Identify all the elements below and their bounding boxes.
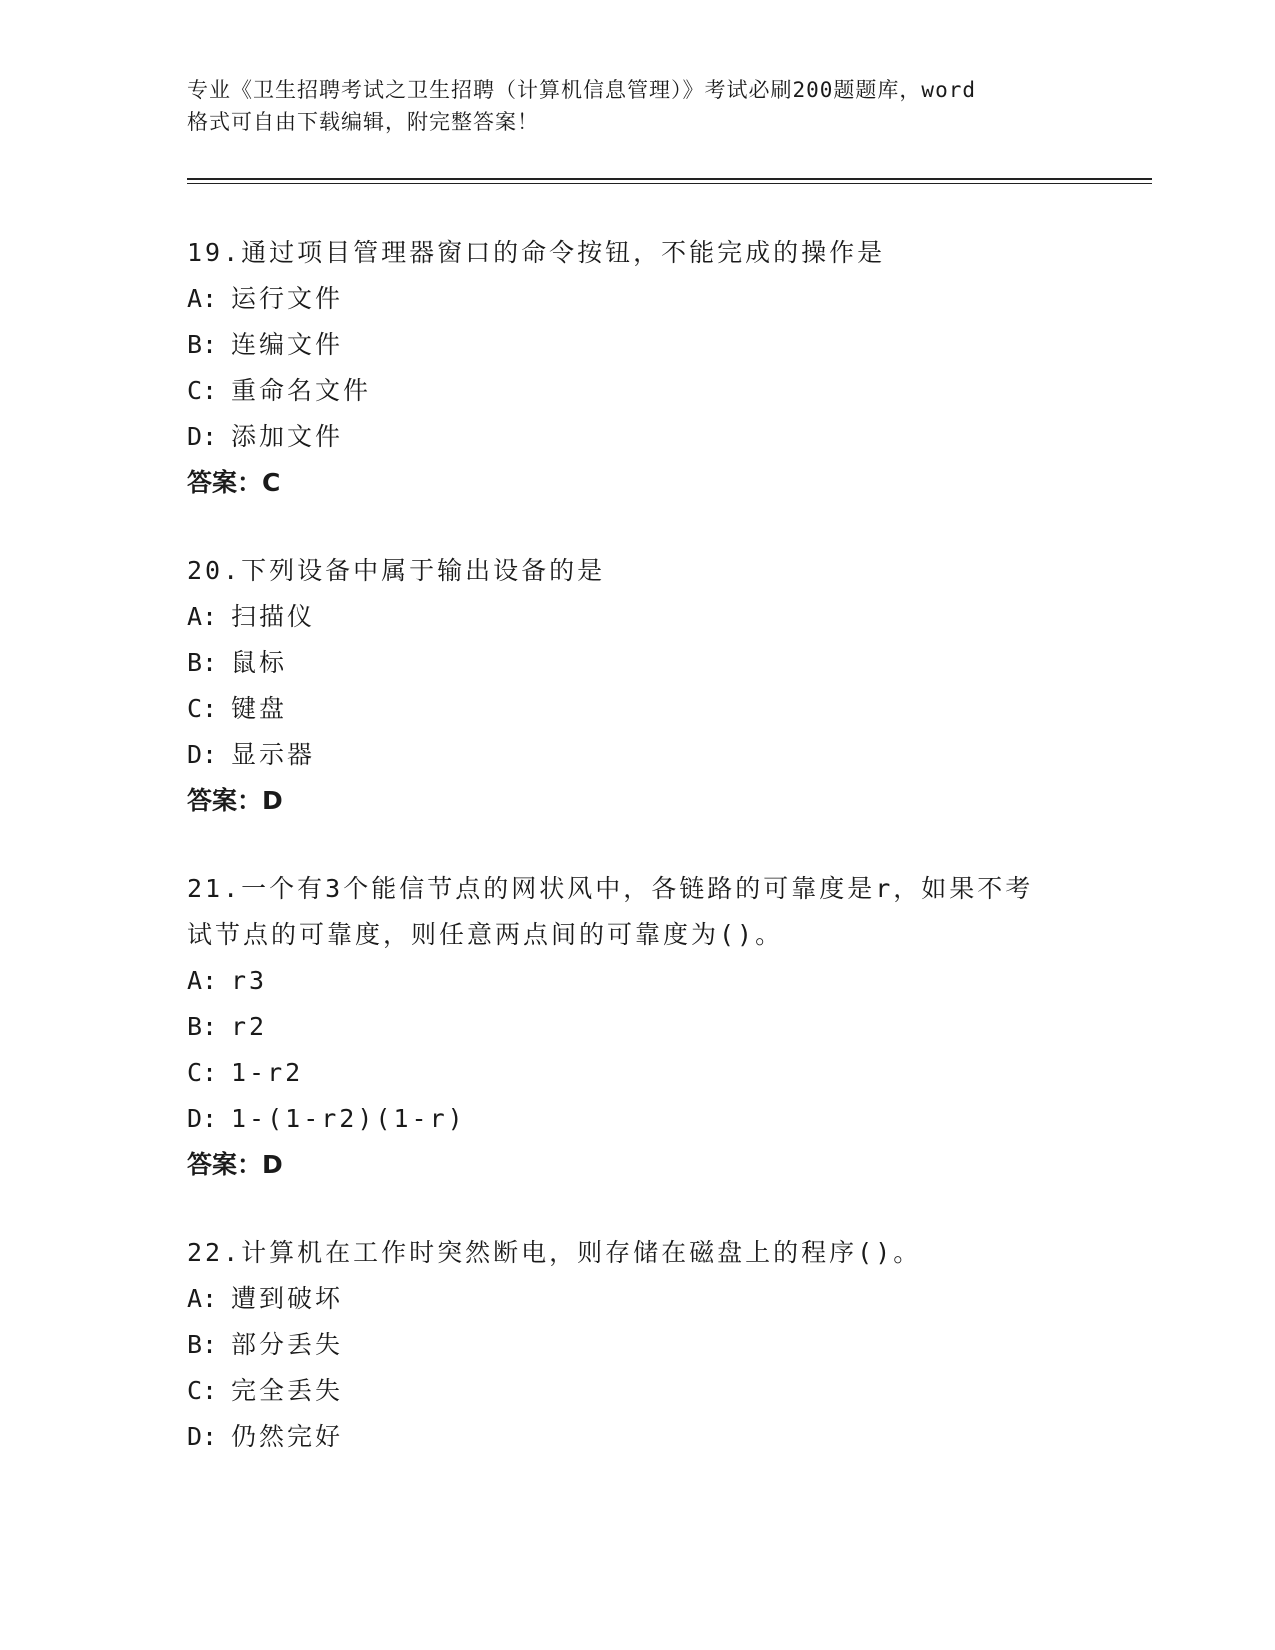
option-text: 仍然完好 (231, 1422, 344, 1451)
option-b (187, 322, 1087, 368)
answer: 答案：D (187, 1150, 283, 1179)
question-19 (187, 230, 1087, 506)
option-b (187, 1004, 1087, 1050)
option-label: C: (187, 1376, 218, 1405)
header-divider-thin (187, 183, 1152, 184)
option-label: B: (187, 330, 218, 359)
option-text: 键盘 (231, 694, 288, 723)
option-c (187, 368, 1087, 414)
answer: 答案：D (187, 786, 283, 815)
header-line-1: 专业《卫生招聘考试之卫生招聘（计算机信息管理）》考试必刷200题题库，word (187, 78, 976, 102)
option-c (187, 1368, 1087, 1414)
option-a (187, 1276, 1087, 1322)
option-b (187, 640, 1087, 686)
option-text: r2 (231, 1012, 268, 1041)
option-label: A: (187, 966, 218, 995)
option-b (187, 1322, 1087, 1368)
option-label: B: (187, 648, 218, 677)
option-text: 部分丢失 (231, 1330, 344, 1359)
option-label: A: (187, 602, 218, 631)
option-label: B: (187, 1330, 218, 1359)
option-text: 重命名文件 (231, 376, 372, 405)
option-a (187, 594, 1087, 640)
answer: 答案：C (187, 468, 281, 497)
option-label: C: (187, 694, 218, 723)
option-label: C: (187, 1058, 218, 1087)
option-text: 运行文件 (231, 284, 344, 313)
option-a (187, 958, 1087, 1004)
option-c (187, 686, 1087, 732)
header-line-2: 格式可自由下载编辑，附完整答案！ (187, 110, 539, 134)
question-stem: 19.通过项目管理器窗口的命令按钮，不能完成的操作是 (187, 238, 886, 267)
option-text: 连编文件 (231, 330, 344, 359)
question-stem-line-2: 试节点的可靠度，则任意两点间的可靠度为()。 (187, 920, 784, 949)
option-label: C: (187, 376, 218, 405)
option-text: 显示器 (231, 740, 316, 769)
question-20 (187, 548, 1087, 824)
option-text: 完全丢失 (231, 1376, 344, 1405)
option-d (187, 414, 1087, 460)
header-divider-thick (187, 178, 1152, 180)
option-text: 1-(1-r2)(1-r) (231, 1104, 466, 1133)
question-21 (187, 866, 1087, 1188)
question-stem: 20.下列设备中属于输出设备的是 (187, 556, 606, 585)
document-header (187, 74, 1087, 138)
option-text: 1-r2 (231, 1058, 304, 1087)
option-text: r3 (231, 966, 268, 995)
option-label: D: (187, 422, 218, 451)
option-c (187, 1050, 1087, 1096)
option-label: D: (187, 1422, 218, 1451)
option-text: 扫描仪 (231, 602, 316, 631)
question-stem: 22.计算机在工作时突然断电，则存储在磁盘上的程序()。 (187, 1238, 922, 1267)
option-label: D: (187, 740, 218, 769)
option-text: 遭到破坏 (231, 1284, 344, 1313)
option-d (187, 1096, 1087, 1142)
option-text: 添加文件 (231, 422, 344, 451)
question-stem-line-1: 21.一个有3个能信节点的网状风中，各链路的可靠度是r，如果不考 (187, 874, 1034, 903)
question-22 (187, 1230, 1087, 1460)
option-d (187, 1414, 1087, 1460)
option-label: A: (187, 1284, 218, 1313)
option-label: A: (187, 284, 218, 313)
option-text: 鼠标 (231, 648, 288, 677)
option-a (187, 276, 1087, 322)
option-label: B: (187, 1012, 218, 1041)
option-d (187, 732, 1087, 778)
option-label: D: (187, 1104, 218, 1133)
